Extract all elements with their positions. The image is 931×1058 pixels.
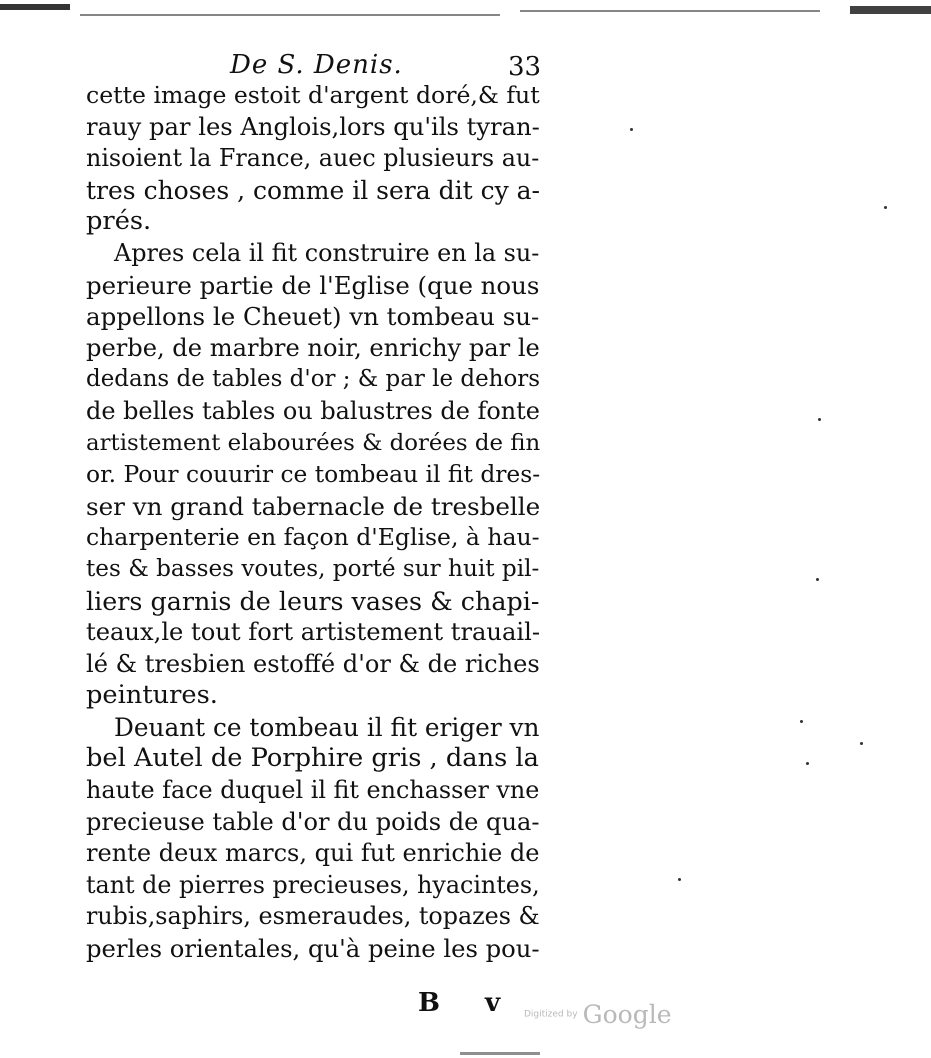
text-line: appellons le Cheuet) vn tombeau su- [86,302,540,332]
text-line: rubis,saphirs, esmeraudes, topazes & [86,902,540,931]
text-line: tres choses , comme il sera dit cy a- [86,175,541,205]
body-text [86,80,546,965]
text-line: Deuant ce tombeau il fit eriger vn [114,712,540,742]
scanned-bottom-edge [460,1052,540,1055]
signature-mark: B v [418,988,519,1018]
scan-artifact [520,10,820,12]
text-line: teaux,le tout fort artistement trauail- [86,618,541,647]
text-line: or. Pour couurir ce tombeau il fit dres- [86,460,541,489]
scan-artifact [850,6,931,14]
scan-artifact [80,14,500,16]
text-line: Apres cela il fit construire en la su- [114,238,540,267]
scan-speck [800,720,803,723]
text-line: perieure partie de l'Eglise (que nous [86,270,540,300]
text-line: perles orientales, qu'à peine les pou- [86,934,540,964]
text-line: tant de pierres precieuses, hyacintes, [86,870,540,899]
page-header [230,50,550,84]
text-line: bel Autel de Porphire gris , dans la [86,743,539,774]
text-line: lé & tresbien estoffé d'or & de riches [86,649,540,678]
text-line: ser vn grand tabernacle de tresbelle [86,491,541,521]
text-line: perbe, de marbre noir, enrichy par le [86,333,540,362]
scan-speck [806,762,809,765]
text-line: charpenterie en façon d'Eglise, à hau- [86,523,540,552]
scan-speck [630,128,633,131]
page-number: 33 [508,52,542,82]
text-line: rente deux marcs, qui fut enrichie de [86,839,540,868]
text-line: artistement elabourées & dorées de fin [86,429,541,456]
text-line: precieuse table d'or du poids de qua- [86,807,540,836]
text-line: haute face duquel il fit enchasser vne [86,776,540,805]
text-line: dedans de tables d'or ; & par le dehors [86,366,541,393]
scan-speck [816,578,819,581]
scan-speck [678,878,681,881]
text-line: peintures. [86,680,218,711]
text-line: cette image estoit d'argent doré,& fut [86,81,540,109]
text-line: de belles tables ou balustres de fonte [86,396,540,425]
digitized-watermark [524,1000,672,1029]
text-line: rauy par les Anglois,lors qu'ils tyran- [86,112,540,141]
scan-speck [884,206,887,209]
scanned-top-edge [0,0,931,26]
scan-speck [818,418,821,421]
text-line: tes & basses voutes, porté sur huit pil- [86,555,540,582]
scan-speck [860,742,863,745]
scan-artifact [0,4,70,10]
text-line: prés. [86,206,152,237]
text-line: nisoient la France, auec plusieurs au- [86,144,540,173]
running-head: De S. Denis. [230,50,403,80]
watermark-brand: Google [582,1000,672,1029]
text-line: liers garnis de leurs vases & chapi- [86,585,540,616]
watermark-prefix: Digitized by [524,1009,578,1020]
